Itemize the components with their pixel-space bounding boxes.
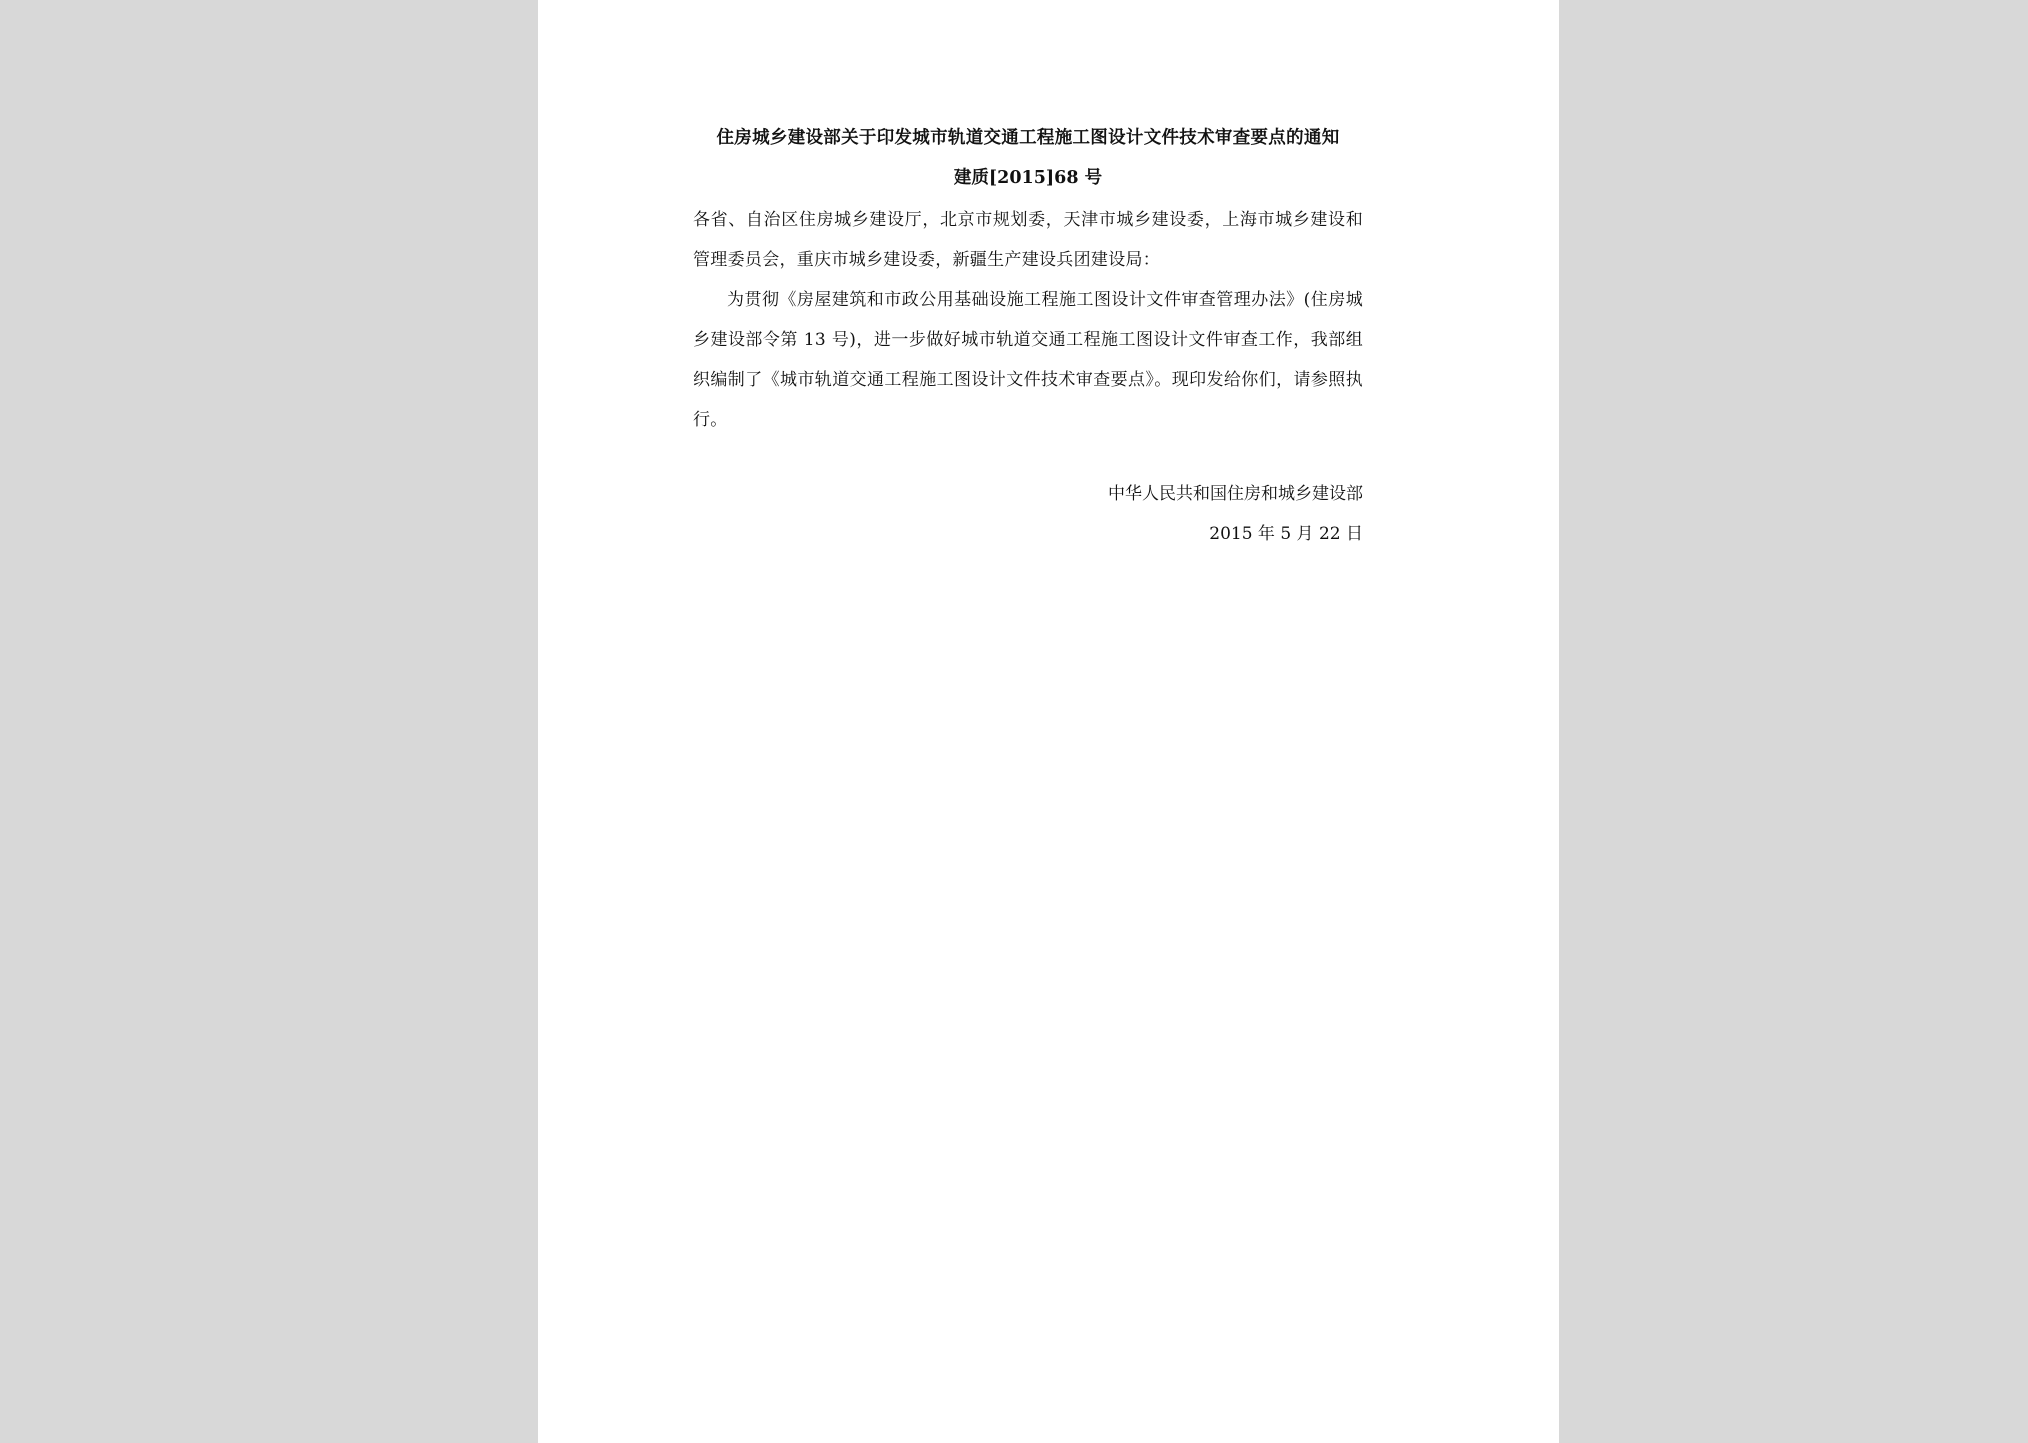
page-content (693, 128, 1363, 554)
document-number: 建质[2015]68 号 (953, 168, 1103, 188)
issue-date: 2015 年 5 月 22 日 (1209, 524, 1363, 544)
issuer-signature: 中华人民共和国住房和城乡建设部 (1108, 484, 1363, 504)
addressee-paragraph: 各省、自治区住房城乡建设厅，北京市规划委，天津市城乡建设委，上海市城乡建设和管理委员会，重庆市城乡建设委，新疆生产建设兵团建设局： (693, 210, 1363, 270)
document-title: 住房城乡建设部关于印发城市轨道交通工程施工图设计文件技术审查要点的通知 (716, 128, 1340, 148)
body-paragraph: 为贯彻《房屋建筑和市政公用基础设施工程施工图设计文件审查管理办法》(住房城乡建设部令第 13 号)，进一步做好城市轨道交通工程施工图设计文件审查工作，我部组织编制了《城市轨道交通工程施工图设计文件技术审查要点》。现印发给你们，请参照执行。 (693, 290, 1363, 430)
document-page (538, 0, 1559, 1443)
